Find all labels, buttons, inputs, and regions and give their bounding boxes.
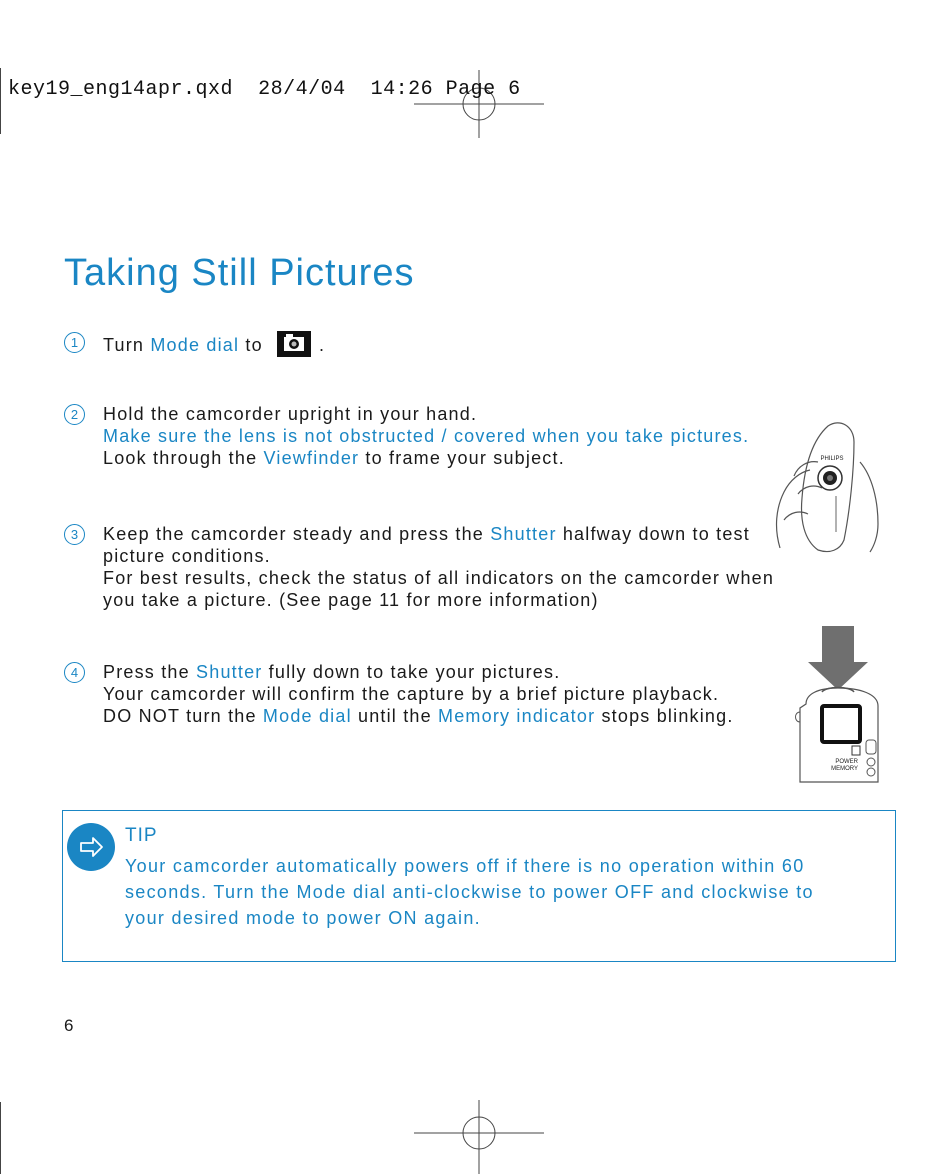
step-text: Look through the (103, 448, 264, 468)
step-line (103, 705, 763, 727)
crop-mark-left-bottom (0, 1102, 1, 1174)
step-body (103, 661, 763, 727)
memory-label: MEMORY (831, 766, 858, 772)
tip-line: your desired mode to power ON again. (125, 908, 481, 928)
tip-box (62, 810, 896, 962)
step-line: you take a picture. (See page 11 for more information) (103, 590, 599, 610)
step-line (103, 661, 763, 683)
crop-mark-left-top (0, 68, 1, 134)
step-text: to (239, 335, 270, 355)
step-line (103, 331, 763, 357)
print-slug (8, 78, 521, 101)
step-text: Keep the camcorder steady and press the (103, 524, 491, 544)
step-line (103, 523, 763, 545)
power-label: POWER (835, 759, 858, 765)
step-text: . (319, 335, 326, 355)
tip-badge (67, 823, 115, 871)
mode-dial-term: Mode dial (262, 706, 352, 726)
step-text: Turn (103, 335, 151, 355)
camcorder-in-hand-illustration (774, 420, 884, 554)
arrow-right-icon (67, 823, 115, 871)
step-text: to frame your subject. (359, 448, 565, 468)
shutter-term: Shutter (490, 524, 557, 544)
camcorder-brand: PHILIPS (820, 456, 844, 462)
step-line: For best results, check the status of all indicators on the camcorder when (103, 568, 775, 588)
slug-date: 28/4/04 (258, 78, 346, 101)
step-body (103, 523, 775, 611)
step-text: Press the (103, 662, 197, 682)
press-shutter-illustration (792, 622, 892, 784)
step-line: Your camcorder will confirm the capture by a brief picture playback. (103, 684, 720, 704)
step-text: fully down to take your pictures. (262, 662, 561, 682)
slug-filename: key19_eng14apr.qxd (8, 78, 234, 101)
page-number: 6 (64, 1016, 74, 1035)
memory-indicator-term: Memory indicator (438, 706, 596, 726)
slug-page-label: Page (445, 78, 496, 101)
step-line (103, 447, 763, 469)
page-title: Taking Still Pictures (64, 252, 415, 294)
tip-line: Your camcorder automatically powers off if there is no operation within 60 (125, 856, 805, 876)
step-text: halfway down to test (556, 524, 750, 544)
step-text: until the (351, 706, 439, 726)
slug-time: 14:26 (370, 78, 434, 101)
tip-text (125, 853, 825, 931)
shutter-term: Shutter (196, 662, 263, 682)
tip-line: seconds. Turn the Mode dial anti-clockwise to power OFF and clockwise to (125, 882, 814, 902)
step-body (103, 403, 763, 469)
step-text: stops blinking. (595, 706, 734, 726)
step-line: Make sure the lens is not obstructed / covered when you take pictures. (103, 426, 750, 446)
camera-mode-icon (277, 331, 311, 357)
step-line: Hold the camcorder upright in your hand. (103, 404, 478, 424)
tip-label: TIP (125, 825, 158, 846)
slug-page-number: 6 (508, 78, 521, 101)
viewfinder-term: Viewfinder (263, 448, 360, 468)
step-number: 2 (64, 404, 85, 425)
mode-dial-term: Mode dial (150, 335, 240, 355)
step-body (103, 331, 763, 357)
step-number: 1 (64, 332, 85, 353)
step-number: 3 (64, 524, 85, 545)
step-text: DO NOT turn the (103, 706, 263, 726)
step-line: picture conditions. (103, 546, 271, 566)
step-number: 4 (64, 662, 85, 683)
registration-mark-bottom (412, 1100, 546, 1174)
